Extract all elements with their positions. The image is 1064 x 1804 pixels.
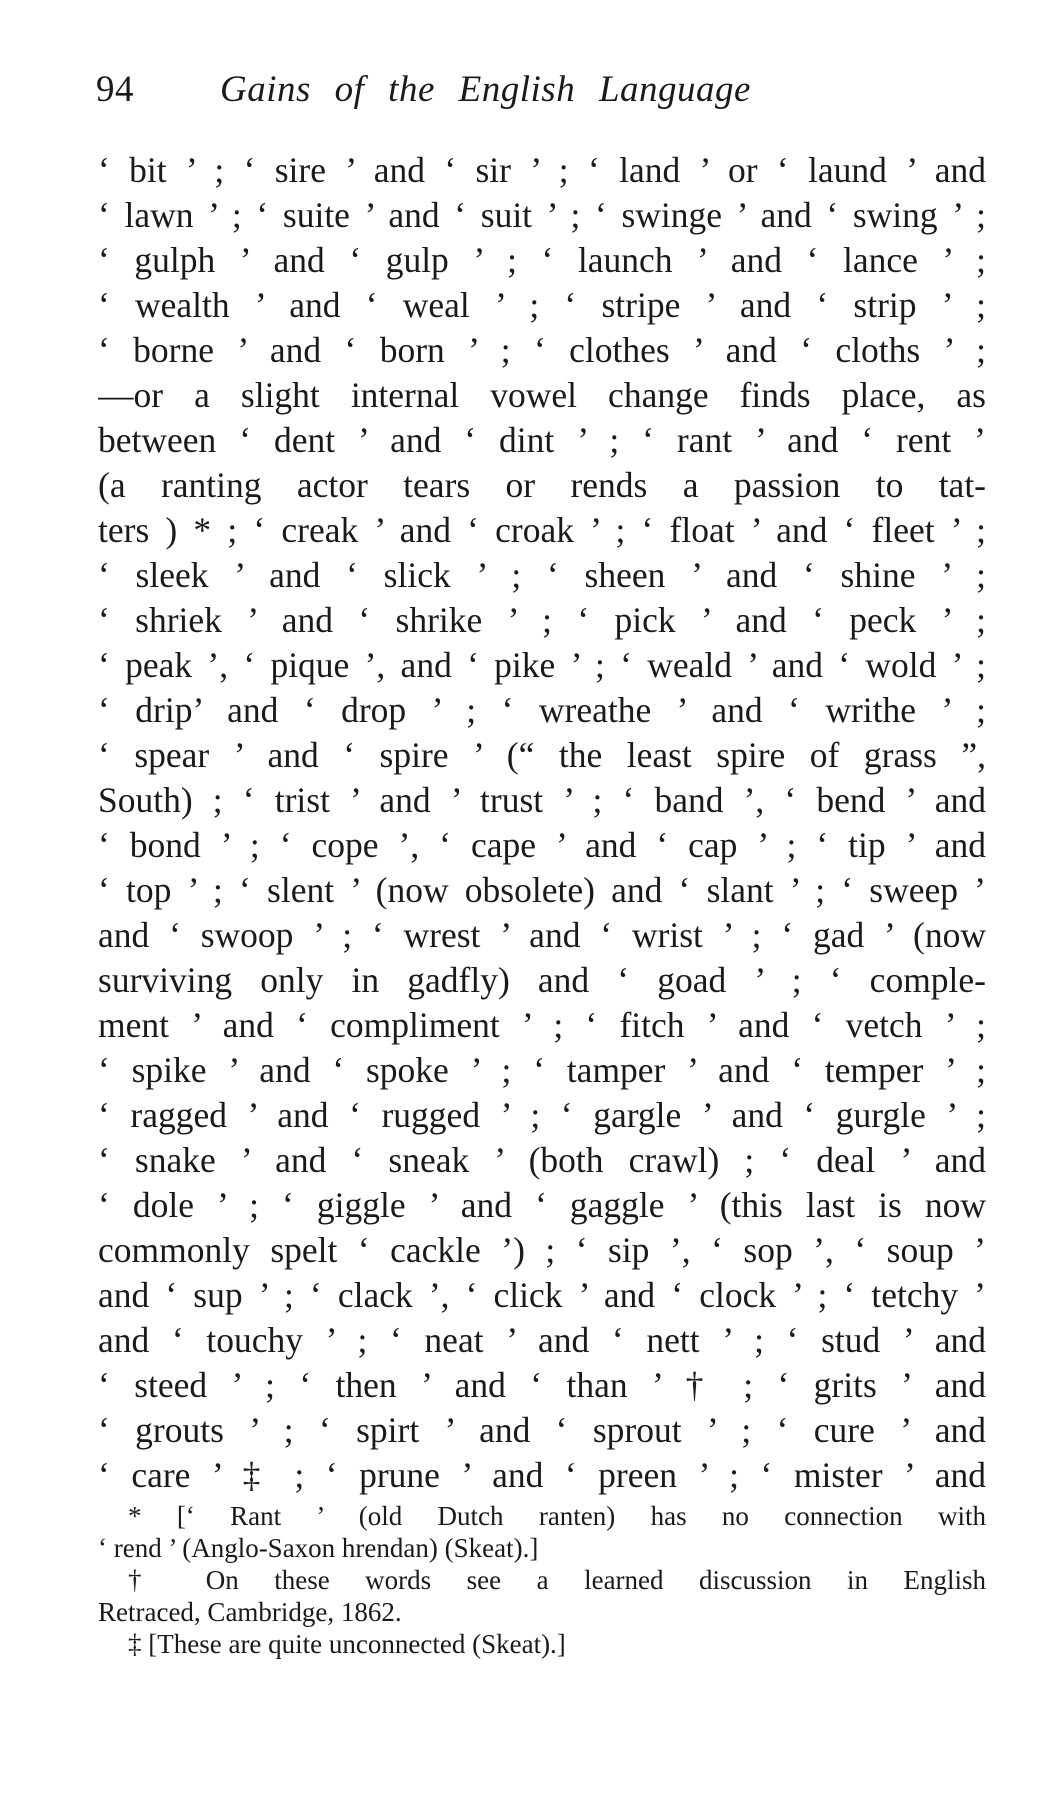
text-line: surviving only in gadfly) and ‘ goad ’ ; ‘ comple- [98,960,986,1000]
text-line: —or a slight internal vowel change finds place, as [98,375,986,415]
footnote-1-line-2: ‘ rend ’ (Anglo-Saxon hrendan) (Skeat).] [98,1533,539,1563]
text-line: (a ranting actor tears or rends a passion to tat- [98,465,986,505]
footnotes [98,1500,986,1660]
text-line: ‘ grouts ’ ; ‘ spirt ’ and ‘ sprout ’ ; ‘ cure ’ and [98,1410,986,1450]
text-line: ‘ gulph ’ and ‘ gulp ’ ; ‘ launch ’ and ‘ lance ’ ; [98,240,986,280]
text-line: commonly spelt ‘ cackle ’) ; ‘ sip ’, ‘ sop ’, ‘ soup ’ [98,1230,986,1270]
text-line: ‘ lawn ’ ; ‘ suite ’ and ‘ suit ’ ; ‘ swinge ’ and ‘ swing ’ ; [98,195,986,235]
text-line: between ‘ dent ’ and ‘ dint ’ ; ‘ rant ’ and ‘ rent ’ [98,420,986,460]
text-line: South) ; ‘ trist ’ and ’ trust ’ ; ‘ band ’, ‘ bend ’ and [98,780,986,820]
text-line: and ‘ swoop ’ ; ‘ wrest ’ and ‘ wrist ’ ; ‘ gad ’ (now [98,915,986,955]
footnote-1-line-1: * [‘ Rant ’ (old Dutch ranten) has no connection with [128,1501,986,1531]
text-line: ‘ steed ’ ; ‘ then ’ and ‘ than ’ † ; ‘ grits ’ and [98,1365,986,1405]
text-line: and ‘ touchy ’ ; ‘ neat ’ and ‘ nett ’ ; ‘ stud ’ and [98,1320,986,1360]
text-line: ‘ spear ’ and ‘ spire ’ (“ the least spire of grass ”, [98,735,986,775]
text-line: ‘ top ’ ; ‘ slent ’ (now obsolete) and ‘ slant ’ ; ‘ sweep ’ [98,870,986,910]
footnote-2-line-1: † On these words see a learned discussion in English [128,1565,986,1595]
text-line: ‘ spike ’ and ‘ spoke ’ ; ‘ tamper ’ and ‘ temper ’ ; [98,1050,986,1090]
text-line: ‘ wealth ’ and ‘ weal ’ ; ‘ stripe ’ and ‘ strip ’ ; [98,285,986,325]
text-line: ‘ care ’ ‡ ; ‘ prune ’ and ‘ preen ’ ; ‘ mister ’ and [98,1455,986,1495]
text-line: ‘ bond ’ ; ‘ cope ’, ‘ cape ’ and ‘ cap ’ ; ‘ tip ’ and [98,825,986,865]
page-number: 94 [96,69,134,110]
text-line: ‘ peak ’, ‘ pique ’, and ‘ pike ’ ; ‘ weald ’ and ‘ wold ’ ; [98,645,986,685]
running-head [96,68,976,118]
text-line: ‘ dole ’ ; ‘ giggle ’ and ‘ gaggle ’ (this last is now [98,1185,986,1225]
text-line: ment ’ and ‘ compliment ’ ; ‘ fitch ’ and ‘ vetch ’ ; [98,1005,986,1045]
text-line: ‘ snake ’ and ‘ sneak ’ (both crawl) ; ‘ deal ’ and [98,1140,986,1180]
text-line: ‘ drip’ and ‘ drop ’ ; ‘ wreathe ’ and ‘ writhe ’ ; [98,690,986,730]
text-line: ‘ borne ’ and ‘ born ’ ; ‘ clothes ’ and ‘ cloths ’ ; [98,330,986,370]
text-line: ‘ ragged ’ and ‘ rugged ’ ; ‘ gargle ’ and ‘ gurgle ’ ; [98,1095,986,1135]
text-line: ‘ shriek ’ and ‘ shrike ’ ; ‘ pick ’ and ‘ peck ’ ; [98,600,986,640]
body-text [98,148,986,1498]
footnote-2-line-2: Retraced, Cambridge, 1862. [98,1597,402,1627]
text-line: ‘ bit ’ ; ‘ sire ’ and ‘ sir ’ ; ‘ land ’ or ‘ laund ’ and [98,150,986,190]
text-line: ters ) * ; ‘ creak ’ and ‘ croak ’ ; ‘ float ’ and ‘ fleet ’ ; [98,510,986,550]
footnote-3-line-1: ‡ [These are quite unconnected (Skeat).] [128,1629,566,1659]
text-line: and ‘ sup ’ ; ‘ clack ’, ‘ click ’ and ‘ clock ’ ; ‘ tetchy ’ [98,1275,986,1315]
text-line: ‘ sleek ’ and ‘ slick ’ ; ‘ sheen ’ and ‘ shine ’ ; [98,555,986,595]
running-title: Gains of the English Language [220,69,751,110]
